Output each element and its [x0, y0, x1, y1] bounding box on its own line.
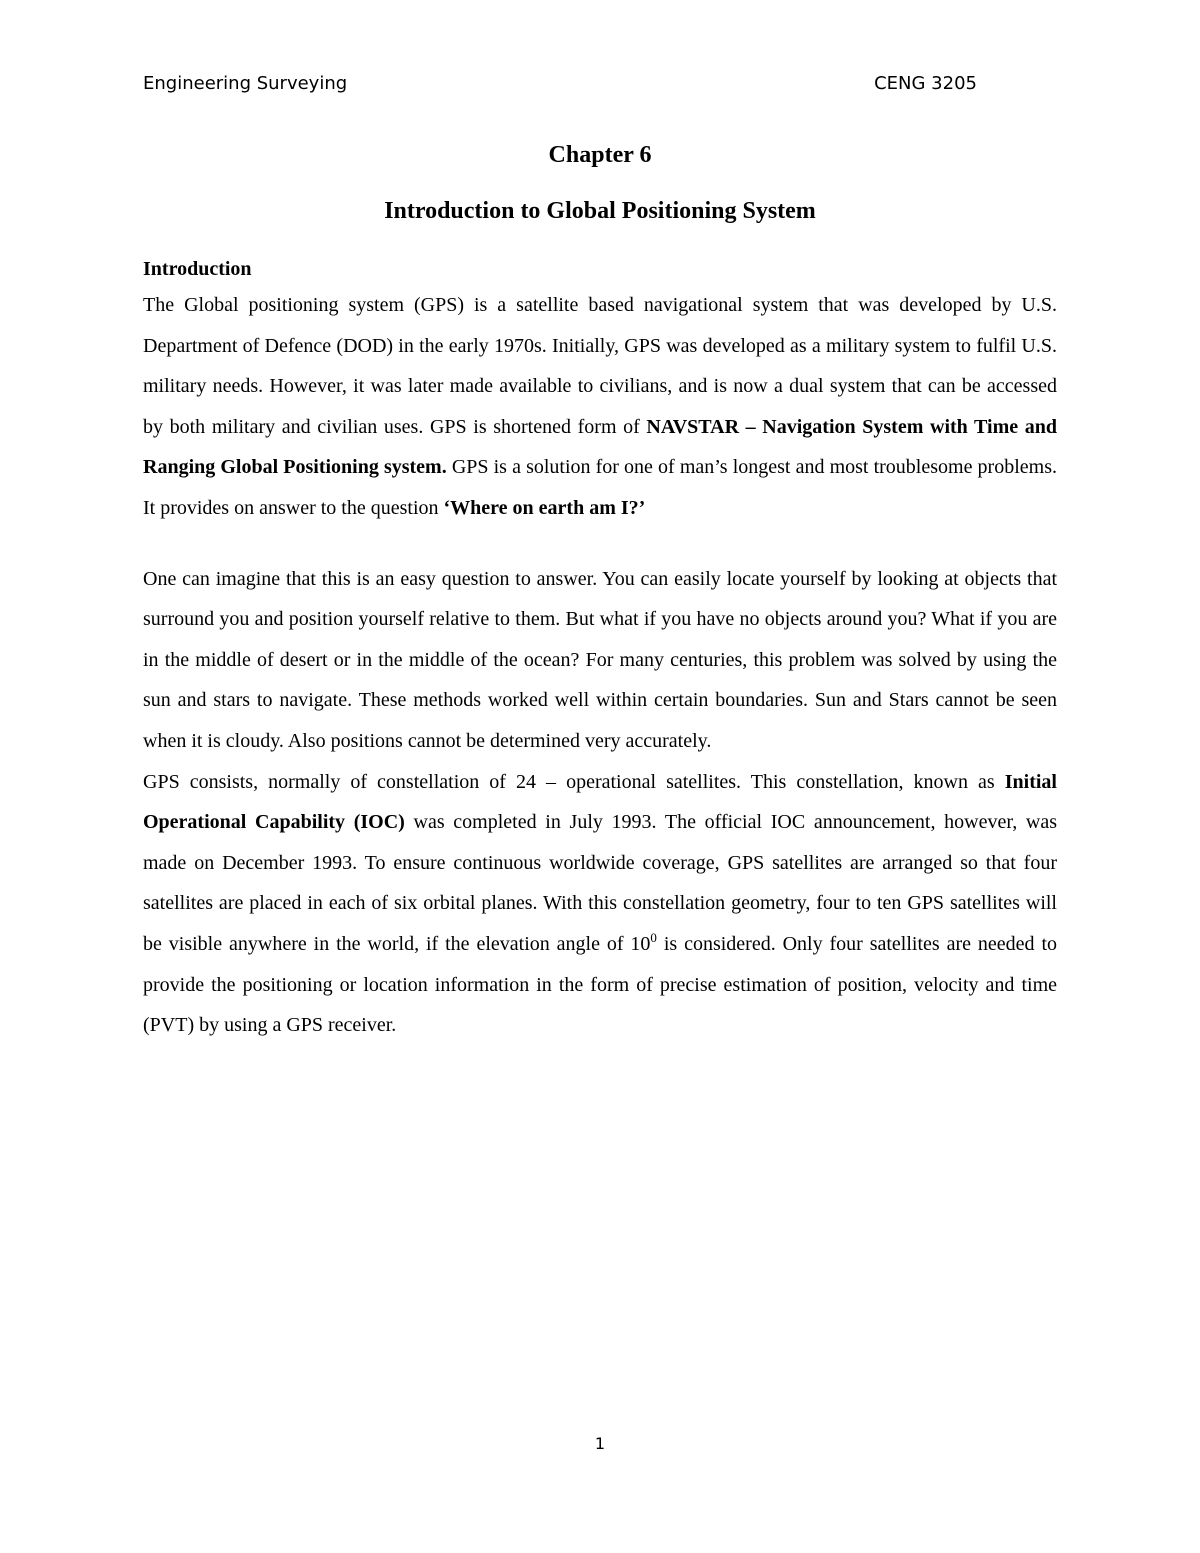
- where-on-earth-question: ‘Where on earth am I?’: [443, 496, 646, 519]
- paragraph-constellation-text-d: is considered. Only four satellites are needed to provide the positioning or location information in the form of precise estimation of position, velocity and time (PVT) by using a GPS receiver.: [143, 932, 1057, 1037]
- paragraph-intro-text-c: GPS is a solution for one of man’s longest and most troublesome problems. It provides on answer to the question: [143, 456, 1057, 519]
- page-number: 1: [594, 1434, 606, 1453]
- paragraph-constellation-text-a: GPS consists, normally of constellation of 24 – operational satellites. This constellation, known as: [143, 770, 1005, 793]
- paragraph-spacer: [143, 529, 1057, 559]
- chapter-title: Chapter 6: [548, 142, 652, 168]
- running-header: [143, 72, 977, 96]
- navstar-definition: NAVSTAR – Navigation System with Time and Ranging Global Positioning system.: [143, 415, 1057, 479]
- ioc-term: Initial Operational Capability (IOC): [143, 770, 1057, 834]
- document-body: [143, 253, 1057, 1046]
- document-title: Introduction to Global Positioning System: [384, 198, 816, 224]
- header-course-name: Engineering Surveying: [143, 73, 348, 94]
- section-heading: Introduction: [143, 258, 252, 280]
- paragraph-intro-text-a: The Global positioning system (GPS) is a satellite based navigational system that was developed by U.S. Department of Defence (DOD) in the early 1970s. Initially, GPS was developed as a military system to fulfil U.S. military needs. However, it was later made available to civilians, and is now a dual system that can be accessed by both military and civilian uses. GPS is shortened form of: [143, 294, 1057, 438]
- paragraph-constellation-text-c: was completed in July 1993. The official IOC announcement, however, was made on December 1993. To ensure continuous worldwide coverage, GPS satellites are arranged so that four satellites are placed in each of six orbital planes. With this constellation geometry, four to ten GPS satellites will be visible anywhere in the world, if the elevation angle of 10: [143, 811, 1058, 955]
- paragraph-constellation: [143, 762, 1057, 1046]
- header-course-code: CENG 3205: [874, 73, 977, 94]
- paragraph-intro: [143, 285, 1057, 529]
- paragraph-navigation-history: One can imagine that this is an easy question to answer. You can easily locate yourself by looking at objects that surround you and position yourself relative to them. But what if you have no objects around you? What if you are in the middle of desert or in the middle of the ocean? For many centuries, this problem was solved by using the sun and stars to navigate. These methods worked well within certain boundaries. Sun and Stars cannot be seen when it is cloudy. Also positions cannot be determined very accurately.: [143, 567, 1057, 752]
- degree-superscript: 0: [650, 929, 657, 945]
